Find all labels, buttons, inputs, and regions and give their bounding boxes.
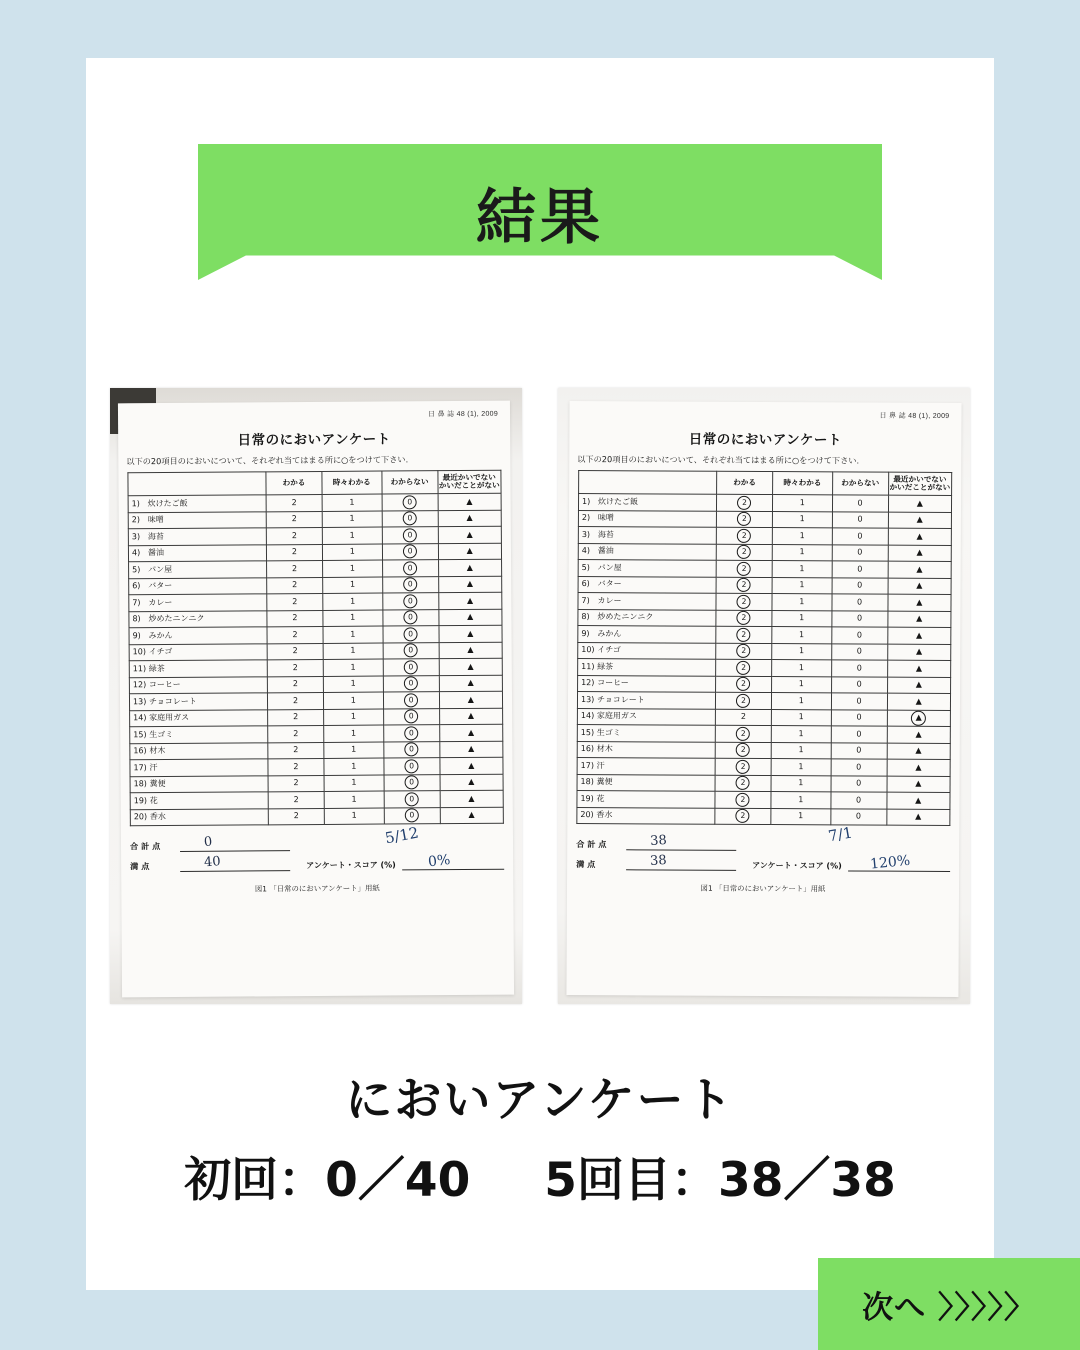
table-header-row	[128, 470, 501, 496]
cell-wakaru: 2	[716, 593, 772, 610]
cell-tokidoki: 1	[772, 561, 832, 578]
cell-tokidoki: 1	[323, 577, 383, 594]
cell-tokidoki: 1	[322, 544, 382, 561]
score-summary	[86, 1143, 994, 1210]
cell-tokidoki: 1	[772, 495, 832, 512]
cell-saikin: ▲	[438, 576, 502, 593]
cell-tokidoki: 1	[323, 659, 383, 676]
cell-tokidoki: 1	[771, 742, 831, 759]
cell-saikin: ▲	[438, 559, 502, 576]
page-caption: においアンケート	[345, 1073, 735, 1128]
cell-tokidoki: 1	[323, 626, 383, 643]
result-banner	[198, 144, 882, 280]
cell-wakaru: 2	[267, 659, 323, 676]
cell-saikin: ▲	[438, 543, 502, 560]
survey-photos	[86, 388, 994, 1004]
row-item-label: 17) 汗	[130, 759, 268, 776]
cell-tokidoki: 1	[323, 643, 383, 660]
cell-saikin: ▲	[438, 493, 502, 510]
cell-saikin: ▲	[887, 660, 951, 677]
cell-tokidoki: 1	[324, 725, 384, 742]
cell-wakaranai: 0	[831, 775, 887, 792]
cell-wakaru: 2	[267, 626, 323, 643]
cell-wakaranai: 0	[383, 609, 439, 626]
cell-wakaranai: 0	[382, 527, 438, 544]
row-item-label: 10) イチゴ	[129, 643, 267, 660]
cell-saikin: ▲	[887, 644, 951, 661]
cell-saikin: ▲	[439, 708, 503, 725]
cell-tokidoki: 1	[772, 594, 832, 611]
cell-tokidoki: 1	[322, 560, 382, 577]
cell-wakaranai: 0	[831, 643, 887, 660]
table-row	[578, 593, 951, 611]
content-card	[86, 58, 994, 1290]
row-item-label: 14) 家庭用ガス	[577, 708, 715, 725]
document-instruction: 以下の20項目のにおいについて、それぞれ当てはまる所に○をつけて下さい.	[577, 454, 860, 466]
fifth-survey-sheet	[566, 401, 961, 997]
cell-wakaru: 2	[715, 725, 771, 742]
cell-tokidoki: 1	[772, 577, 832, 594]
cell-wakaru: 2	[268, 775, 324, 792]
cell-wakaru: 2	[715, 775, 771, 792]
cell-wakaru: 2	[716, 511, 772, 528]
cell-tokidoki: 1	[772, 544, 832, 561]
cell-tokidoki: 1	[771, 759, 831, 776]
row-item-label: 15) 生ゴミ	[130, 726, 268, 743]
cell-tokidoki: 1	[324, 758, 384, 775]
header-tokidoki: 時々わかる	[322, 471, 382, 494]
figure-note: 図1 「日常のにおいアンケート」用紙	[254, 883, 380, 894]
cell-wakaru: 2	[716, 527, 772, 544]
fifth-total-row	[576, 830, 950, 852]
first-date-mark: 5/12	[383, 823, 420, 848]
row-item-label: 7) カレー	[129, 594, 267, 611]
cell-wakaranai: 0	[384, 774, 440, 791]
header-saikin: 最近かいでない かいだことがない	[437, 470, 501, 493]
row-item-label: 5) パン屋	[129, 561, 267, 578]
row-item-label: 18) 糞便	[577, 774, 715, 791]
row-item-label: 15) 生ゴミ	[577, 725, 715, 742]
cell-wakaru: 2	[266, 511, 322, 528]
row-item-label: 2) 味噌	[578, 510, 716, 527]
table-row	[577, 807, 950, 825]
cell-wakaranai: 0	[384, 807, 440, 824]
cell-wakaranai: 0	[832, 577, 888, 594]
total-value: 0	[203, 834, 213, 851]
cell-saikin: ▲	[887, 759, 951, 776]
cell-tokidoki: 1	[323, 692, 383, 709]
table-row	[578, 609, 951, 627]
cell-saikin: ▲	[440, 774, 504, 791]
table-row	[578, 659, 951, 677]
total-label: 合 計 点	[576, 839, 607, 850]
table-row	[578, 626, 951, 644]
row-item-label: 9) みかん	[578, 626, 716, 643]
row-item-label: 9) みかん	[129, 627, 267, 644]
cell-wakaru: 2	[268, 808, 324, 825]
cell-saikin: ▲	[440, 807, 504, 824]
cell-tokidoki: 1	[324, 742, 384, 759]
cell-wakaru: 2	[717, 494, 773, 511]
cell-tokidoki: 1	[771, 808, 831, 825]
cell-wakaranai: 0	[383, 642, 439, 659]
fifth-date-mark: 7/1	[826, 823, 854, 846]
cell-tokidoki: 1	[771, 693, 831, 710]
cell-tokidoki: 1	[771, 726, 831, 743]
cell-saikin: ▲	[886, 792, 950, 809]
cell-wakaranai: 0	[832, 528, 888, 545]
cell-saikin: ▲	[438, 510, 502, 527]
header-wakaranai: わからない	[832, 472, 888, 495]
cell-tokidoki: 1	[772, 610, 832, 627]
cell-saikin: ▲	[888, 578, 952, 595]
cell-wakaru: 2	[716, 643, 772, 660]
row-item-label: 12) コーヒー	[578, 675, 716, 692]
cell-tokidoki: 1	[323, 593, 383, 610]
table-row	[578, 560, 951, 578]
cell-saikin: ▲	[887, 611, 951, 628]
journal-reference: 日 鼻 誌 48 (1), 2009	[879, 412, 950, 420]
cell-saikin: ▲	[887, 693, 951, 710]
row-item-label: 12) コーヒー	[129, 676, 267, 693]
table-row	[577, 774, 950, 792]
cell-wakaru: 2	[716, 659, 772, 676]
cell-wakaranai: 0	[832, 561, 888, 578]
cell-saikin: ▲	[438, 609, 502, 626]
max-line	[626, 852, 736, 871]
fifth-survey-photo[interactable]	[558, 388, 970, 1004]
cell-wakaranai: 0	[832, 511, 888, 528]
table-row	[578, 642, 951, 660]
document-instruction: 以下の20項目のにおいについて、それぞれ当てはまる所に○をつけて下さい.	[126, 454, 409, 467]
max-value: 40	[203, 854, 222, 871]
banner-title: 結果	[476, 183, 604, 253]
cell-wakaranai: 0	[383, 626, 439, 643]
cell-wakaranai: 0	[831, 726, 887, 743]
total-line	[180, 836, 290, 852]
cell-saikin: ▲	[439, 691, 503, 708]
cell-wakaru: 2	[715, 808, 771, 825]
row-item-label: 4) 醤油	[128, 544, 266, 561]
table-row	[578, 576, 951, 594]
cell-saikin: ▲	[888, 528, 952, 545]
header-wakaranai: わからない	[382, 471, 438, 494]
table-row	[577, 741, 950, 759]
row-item-label: 19) 花	[577, 791, 715, 808]
score-line	[848, 852, 950, 873]
cell-wakaru: 2	[268, 791, 324, 808]
cell-wakaru: 2	[715, 742, 771, 759]
row-item-label: 18) 糞便	[130, 775, 268, 792]
cell-saikin: ▲	[886, 809, 950, 826]
cell-wakaranai: 0	[382, 593, 438, 610]
fifth-totals	[576, 823, 950, 873]
score-label: アンケート・スコア (%)	[752, 860, 842, 871]
row-item-label: 1) 炊けたご飯	[578, 494, 716, 511]
max-value: 38	[649, 852, 668, 869]
header-wakaru: わかる	[266, 471, 322, 494]
fifth-max-row	[576, 850, 950, 872]
cell-tokidoki: 1	[771, 676, 831, 693]
table-row	[578, 675, 951, 693]
row-item-label: 13) チョコレート	[129, 693, 267, 710]
row-item-label: 7) カレー	[578, 593, 716, 610]
table-row	[577, 708, 950, 726]
cell-tokidoki: 1	[772, 627, 832, 644]
row-item-label: 17) 汗	[577, 758, 715, 775]
document-title: 日常のにおいアンケート	[688, 431, 842, 449]
cell-wakaranai: 0	[383, 741, 439, 758]
cell-saikin: ▲	[439, 642, 503, 659]
cell-wakaranai: 0	[831, 742, 887, 759]
cell-saikin: ▲	[438, 526, 502, 543]
cell-wakaru: 2	[266, 494, 322, 511]
header-blank	[579, 471, 717, 495]
row-item-label: 8) 炒めたニンニク	[578, 609, 716, 626]
first-totals	[129, 823, 504, 873]
table-row	[130, 807, 503, 826]
cell-wakaranai: 0	[383, 692, 439, 709]
table-header-row	[579, 471, 952, 496]
cell-saikin: ▲	[887, 776, 951, 793]
cell-saikin: ▲	[439, 757, 503, 774]
first-survey-photo[interactable]	[110, 388, 522, 1004]
row-item-label: 3) 海苔	[128, 528, 266, 545]
header-tokidoki: 時々わかる	[773, 472, 833, 495]
total-label: 合 計 点	[129, 841, 161, 852]
row-item-label: 19) 花	[130, 792, 268, 809]
cell-wakaru: 2	[266, 544, 322, 561]
cell-tokidoki: 1	[324, 775, 384, 792]
row-item-label: 1) 炊けたご飯	[128, 495, 266, 512]
row-item-label: 16) 材木	[130, 742, 268, 759]
cell-saikin: ▲	[887, 726, 951, 743]
first-survey-sheet	[118, 401, 514, 998]
first-max-row	[130, 850, 504, 873]
row-item-label: 4) 醤油	[578, 543, 716, 560]
score-line	[402, 851, 504, 871]
cell-tokidoki: 1	[772, 528, 832, 545]
cell-wakaru: 2	[716, 544, 772, 561]
score-value: 0%	[426, 851, 451, 871]
cell-wakaranai: 0	[832, 594, 888, 611]
cell-saikin: ▲	[888, 512, 952, 529]
cell-wakaranai: 0	[382, 510, 438, 527]
cell-tokidoki: 1	[771, 792, 831, 809]
cell-wakaru: 2	[267, 593, 323, 610]
row-item-label: 3) 海苔	[578, 527, 716, 544]
table-row	[578, 494, 951, 512]
cell-tokidoki: 1	[771, 709, 831, 726]
score-value: 120%	[869, 852, 911, 873]
cell-tokidoki: 1	[772, 643, 832, 660]
cell-wakaru: 2	[716, 610, 772, 627]
cell-wakaru: 2	[716, 577, 772, 594]
cell-wakaranai: 0	[382, 576, 438, 593]
table-row	[577, 758, 950, 776]
table-row	[577, 725, 950, 743]
row-item-label: 11) 緑茶	[129, 660, 267, 677]
cell-wakaru: 2	[268, 725, 324, 742]
figure-note: 図1 「日常のにおいアンケート」用紙	[700, 883, 826, 894]
cell-saikin: ▲	[887, 710, 951, 727]
cell-wakaru: 2	[716, 676, 772, 693]
cell-wakaranai: 0	[831, 693, 887, 710]
row-item-label: 2) 味噌	[128, 511, 266, 528]
row-item-label: 6) バター	[578, 576, 716, 593]
row-item-label: 6) バター	[129, 577, 267, 594]
cell-saikin: ▲	[888, 561, 952, 578]
cell-wakaranai: 0	[831, 792, 887, 809]
cell-tokidoki: 1	[772, 660, 832, 677]
row-item-label: 5) パン屋	[578, 560, 716, 577]
cell-wakaru: 2	[267, 577, 323, 594]
cell-wakaru: 2	[716, 560, 772, 577]
cell-wakaru: 2	[267, 692, 323, 709]
cell-wakaru: 2	[716, 626, 772, 643]
cell-tokidoki: 1	[323, 610, 383, 627]
table-row	[578, 510, 951, 528]
max-label: 満 点	[130, 861, 150, 872]
cell-saikin: ▲	[887, 743, 951, 760]
table-row	[577, 791, 950, 809]
document-title: 日常のにおいアンケート	[237, 431, 391, 449]
survey-table-fifth	[576, 470, 952, 826]
fifth-score-text: 5回目：38／38	[544, 1153, 896, 1208]
cell-wakaranai: 0	[832, 610, 888, 627]
cell-wakaranai: 0	[831, 709, 887, 726]
row-item-label: 20) 香水	[130, 808, 268, 825]
cell-tokidoki: 1	[771, 775, 831, 792]
row-item-label: 13) チョコレート	[577, 692, 715, 709]
cell-wakaranai: 0	[832, 544, 888, 561]
header-blank	[128, 472, 266, 496]
cell-saikin: ▲	[439, 724, 503, 741]
cell-wakaranai: 0	[383, 725, 439, 742]
row-item-label: 14) 家庭用ガス	[130, 709, 268, 726]
cell-wakaru: 2	[715, 791, 771, 808]
row-item-label: 10) イチゴ	[578, 642, 716, 659]
cell-tokidoki: 1	[324, 709, 384, 726]
cell-saikin: ▲	[888, 495, 952, 512]
cell-tokidoki: 1	[322, 494, 382, 511]
header-wakaru: わかる	[717, 471, 773, 494]
cell-wakaru: 2	[715, 758, 771, 775]
cell-wakaranai: 0	[831, 660, 887, 677]
cell-saikin: ▲	[439, 741, 503, 758]
cell-wakaranai: 0	[383, 659, 439, 676]
cell-wakaranai: 0	[382, 560, 438, 577]
cell-wakaru: 2	[268, 742, 324, 759]
table-row	[577, 692, 950, 710]
row-item-label: 20) 香水	[577, 807, 715, 824]
cell-saikin: ▲	[438, 592, 502, 609]
cell-wakaru: 2	[268, 709, 324, 726]
cell-saikin: ▲	[439, 658, 503, 675]
score-label: アンケート・スコア (%)	[306, 860, 396, 871]
table-row	[578, 527, 951, 545]
total-line	[626, 832, 736, 851]
cell-saikin: ▲	[887, 677, 951, 694]
cell-wakaranai: 0	[830, 808, 886, 825]
cell-wakaru: 2	[267, 560, 323, 577]
cell-saikin: ▲	[887, 627, 951, 644]
cell-saikin: ▲	[439, 625, 503, 642]
cell-wakaru: 2	[267, 610, 323, 627]
cell-wakaru: 2	[266, 527, 322, 544]
row-item-label: 8) 炒めたニンニク	[129, 610, 267, 627]
cell-wakaranai: 0	[832, 495, 888, 512]
cell-tokidoki: 1	[324, 791, 384, 808]
max-label: 満 点	[576, 859, 596, 870]
cell-wakaranai: 0	[831, 627, 887, 644]
journal-reference: 日 鼻 誌 48 (1), 2009	[428, 410, 499, 419]
next-button[interactable]: 次へ 〉〉〉〉〉	[818, 1258, 1080, 1350]
cell-wakaranai: 0	[831, 759, 887, 776]
table-row	[578, 543, 951, 561]
total-value: 38	[649, 832, 668, 849]
survey-table-first	[127, 470, 503, 827]
cell-wakaranai: 0	[831, 676, 887, 693]
cell-saikin: ▲	[888, 594, 952, 611]
cell-wakaru: 2	[715, 709, 771, 726]
cell-tokidoki: 1	[322, 527, 382, 544]
cell-wakaranai: 0	[384, 791, 440, 808]
header-saikin: 最近かいでない かいだことがない	[888, 472, 952, 495]
cell-wakaru: 2	[715, 692, 771, 709]
row-item-label: 11) 緑茶	[578, 659, 716, 676]
row-item-label: 16) 材木	[577, 741, 715, 758]
cell-tokidoki: 1	[323, 676, 383, 693]
cell-wakaranai: 0	[383, 675, 439, 692]
cell-wakaru: 2	[268, 758, 324, 775]
first-total-row	[130, 830, 504, 853]
cell-tokidoki: 1	[324, 808, 384, 825]
cell-saikin: ▲	[440, 790, 504, 807]
first-score-text: 初回：0／40	[184, 1153, 471, 1208]
cell-saikin: ▲	[439, 675, 503, 692]
cell-wakaranai: 0	[382, 543, 438, 560]
cell-wakaranai: 0	[383, 708, 439, 725]
cell-wakaranai: 0	[382, 494, 438, 511]
cell-wakaru: 2	[267, 676, 323, 693]
max-line	[180, 856, 290, 872]
cell-wakaru: 2	[267, 643, 323, 660]
cell-tokidoki: 1	[772, 511, 832, 528]
cell-saikin: ▲	[888, 545, 952, 562]
cell-wakaranai: 0	[384, 758, 440, 775]
cell-tokidoki: 1	[322, 511, 382, 528]
